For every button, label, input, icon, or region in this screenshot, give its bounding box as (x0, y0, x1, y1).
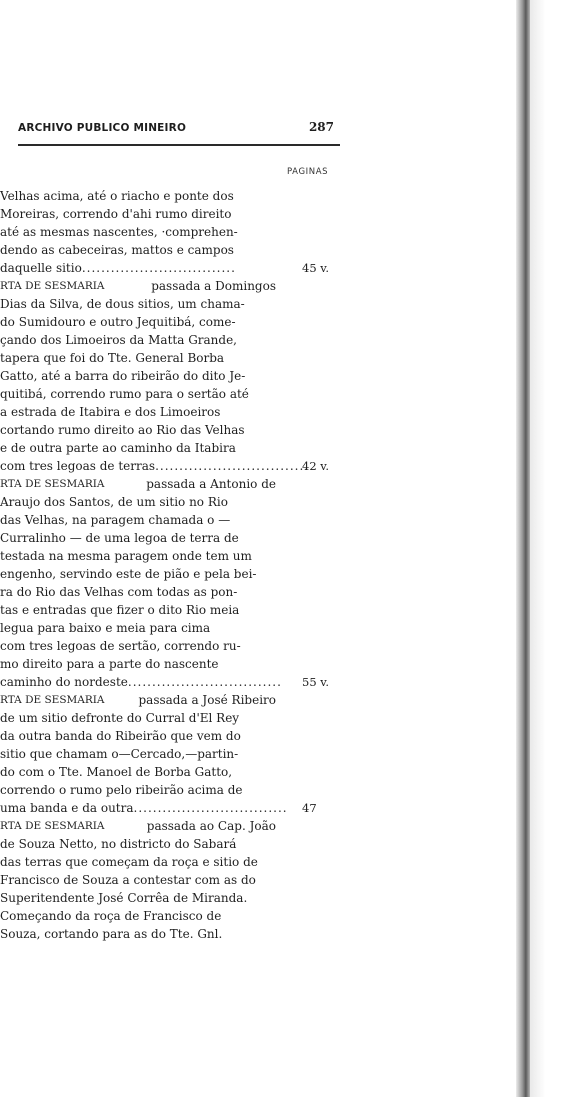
entry-line (0, 457, 310, 475)
entry-line (0, 799, 288, 817)
page-number: 287 (308, 120, 334, 134)
entry-text: do Sumidouro e outro Jequitibá, come- (0, 315, 236, 329)
entry-line (0, 583, 276, 601)
entry-line (0, 241, 276, 259)
page-reference: 42 v. (302, 459, 330, 473)
entry-text: Velhas acima, até o riacho e ponte dos (0, 189, 234, 203)
entry-line (0, 529, 276, 547)
entry-line (0, 367, 276, 385)
entry-text: ra do Rio das Velhas com todas as pon- (0, 585, 238, 599)
page-reference: 47 (302, 801, 317, 815)
running-header (18, 122, 340, 146)
entry-text: engenho, servindo este de pião e pela bei- (0, 567, 257, 581)
entry-line (0, 511, 276, 529)
entry-text: mo direito para a parte do nascente (0, 657, 219, 671)
entry-line (0, 871, 276, 889)
dot-leader: ................................ (133, 801, 288, 815)
entry-text: dendo as cabeceiras, mattos e campos (0, 243, 234, 257)
entry-line (0, 313, 276, 331)
entry-text: do com o Tte. Manoel de Borba Gatto, (0, 765, 233, 779)
entry-line (0, 295, 276, 313)
entry-line (0, 763, 276, 781)
entry-text: passada a Antonio de (146, 477, 276, 491)
entry-line (0, 853, 276, 871)
entry-text: passada a Domingos (151, 279, 276, 293)
entry (0, 817, 290, 943)
entry-line (0, 439, 276, 457)
entry-text: passada ao Cap. João (146, 819, 276, 833)
entry-text: tapera que foi do Tte. General Borba (0, 351, 225, 365)
entry-line (0, 385, 276, 403)
entry-line (0, 493, 276, 511)
entry-line (0, 907, 276, 925)
entry (0, 475, 290, 691)
entry-line (0, 637, 276, 655)
entry-text: Moreiras, correndo d'ahi rumo direito (0, 207, 232, 221)
page-reference: 55 v. (302, 675, 330, 689)
header-title: ARCHIVO PUBLICO MINEIRO (18, 122, 187, 134)
entry-line (0, 745, 276, 763)
entry-text: das terras que começam da roça e sitio de (0, 855, 258, 869)
entry-line (0, 889, 276, 907)
entry (0, 187, 290, 277)
entry-heading: RTA DE SESMARIA (0, 694, 105, 706)
entry-text: Dias da Silva, de dous sitios, um chama- (0, 297, 245, 311)
entry-line (0, 565, 276, 583)
entry-text: daquelle sitio (0, 261, 82, 275)
entry-text: sitio que chamam o—Cercado,—partin- (0, 747, 239, 761)
entry-text: cortando rumo direito ao Rio das Velhas (0, 423, 245, 437)
entry-line (0, 277, 276, 295)
entry-text: çando dos Limoeiros da Matta Grande, (0, 333, 237, 347)
dot-leader: ................................ (127, 675, 282, 689)
entry-line (0, 727, 276, 745)
entry-line (0, 187, 276, 205)
entry-text: uma banda e da outra (0, 801, 134, 815)
entry-line (0, 601, 276, 619)
entry-text: Gatto, até a barra do ribeirão do dito Je- (0, 369, 246, 383)
entry-line (0, 403, 276, 421)
entry-text: de Souza Netto, no districto do Sabará (0, 837, 237, 851)
entry-line (0, 223, 276, 241)
entry-text: Araujo dos Santos, de um sitio no Rio (0, 495, 228, 509)
entry-text: quitibá, correndo rumo para o sertão até (0, 387, 249, 401)
entry-text: com tres legoas de sertão, correndo ru- (0, 639, 241, 653)
entry-line (0, 691, 276, 709)
entry-text: até as mesmas nascentes, ·comprehen- (0, 225, 238, 239)
entry-text: Francisco de Souza a contestar com as do (0, 873, 256, 887)
entry-text: tas e entradas que fizer o dito Rio meia (0, 603, 240, 617)
entry-text: legua para baixo e meia para cima (0, 621, 211, 635)
entry-line (0, 205, 276, 223)
dot-leader: ................................ (81, 261, 236, 275)
paginas-column-heading: PAGINAS (287, 167, 329, 177)
entry-text: da outra banda do Ribeirão que vem do (0, 729, 241, 743)
entry-line (0, 835, 276, 853)
entry-text: Superitendente José Corrêa de Miranda. (0, 891, 248, 905)
entry-heading: RTA DE SESMARIA (0, 478, 105, 490)
entry-line (0, 673, 282, 691)
entry-line (0, 817, 276, 835)
entry (0, 277, 310, 475)
page-gutter-shadow (516, 0, 530, 1097)
entry-line (0, 475, 276, 493)
dot-leader: ................................ (155, 459, 310, 473)
entry-text: das Velhas, na paragem chamada o — (0, 513, 231, 527)
entry-line (0, 259, 276, 277)
entry-text: de um sitio defronte do Curral d'El Rey (0, 711, 240, 725)
entry-line (0, 547, 276, 565)
entry-line (0, 421, 276, 439)
entry-text: Souza, cortando para as do Tte. Gnl. (0, 927, 223, 941)
entry (0, 691, 290, 817)
entry-line (0, 331, 276, 349)
page-reference: 45 v. (302, 261, 330, 275)
entry-line (0, 925, 276, 943)
entry-line (0, 349, 276, 367)
entry-text: passada a José Ribeiro (138, 693, 276, 707)
entry-heading: RTA DE SESMARIA (0, 820, 105, 832)
entry-text: Começando da roça de Francisco de (0, 909, 222, 923)
entry-line (0, 619, 276, 637)
entry-line (0, 709, 276, 727)
entry-line (0, 655, 276, 673)
entry-text: e de outra parte ao caminho da Itabira (0, 441, 236, 455)
entry-text: testada na mesma paragem onde tem um (0, 549, 252, 563)
entry-text: a estrada de Itabira e dos Limoeiros (0, 405, 221, 419)
entry-text: Curralinho — de uma legoa de terra de (0, 531, 239, 545)
entry-heading: RTA DE SESMARIA (0, 280, 105, 292)
entry-line (0, 781, 276, 799)
entry-text: correndo o rumo pelo ribeirão acima de (0, 783, 243, 797)
entry-text: caminho do nordeste (0, 675, 128, 689)
entry-text: com tres legoas de terras (0, 459, 156, 473)
page-edge (530, 0, 582, 1097)
